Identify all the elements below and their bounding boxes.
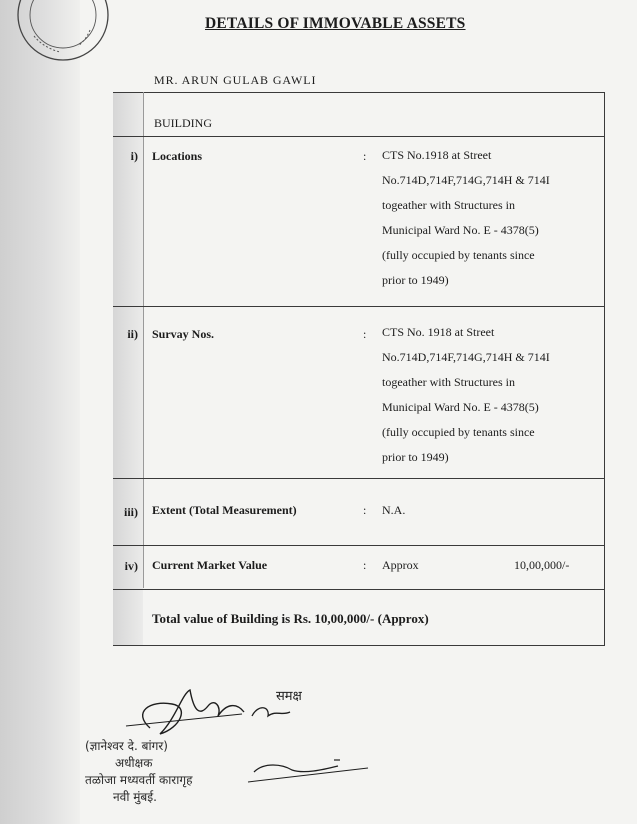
value-line: CTS No.1918 at Street bbox=[382, 148, 492, 162]
row-number: ii) bbox=[127, 327, 138, 341]
value-line: togeather with Structures in bbox=[382, 198, 515, 212]
row-label-locations: Locations bbox=[152, 149, 203, 163]
value-line: prior to 1949) bbox=[382, 273, 449, 287]
total-value: Total value of Building is Rs. 10,00,000/- (Approx) bbox=[152, 611, 429, 626]
row-colon: : bbox=[363, 558, 367, 572]
row-number: iv) bbox=[124, 559, 138, 573]
stamp-top-word: समक्ष bbox=[276, 689, 302, 704]
page-title: DETAILS OF IMMOVABLE ASSETS bbox=[205, 15, 466, 32]
person-name: MR. ARUN GULAB GAWLI bbox=[154, 73, 317, 87]
section-heading: BUILDING bbox=[154, 116, 212, 130]
officer-stamp bbox=[85, 738, 192, 806]
value-line: (fully occupied by tenants since bbox=[382, 425, 535, 439]
stamp-line: अधीक्षक bbox=[115, 756, 153, 770]
row-value-approx: Approx bbox=[382, 558, 419, 572]
row-value-amount: 10,00,000/- bbox=[514, 558, 570, 572]
row-label-survey: Survay Nos. bbox=[152, 327, 215, 341]
row-colon: : bbox=[363, 503, 367, 517]
row-colon: : bbox=[363, 149, 367, 163]
row-colon: : bbox=[363, 327, 367, 341]
value-line: Municipal Ward No. E - 4378(5) bbox=[382, 400, 539, 414]
row-label-extent: Extent (Total Measurement) bbox=[152, 503, 297, 517]
stamp-line: (ज्ञानेश्वर दे. बांगर) bbox=[85, 739, 168, 753]
row-label-market-value: Current Market Value bbox=[152, 558, 268, 572]
row-number: i) bbox=[130, 149, 138, 163]
row-number: iii) bbox=[124, 505, 138, 519]
row-value-extent: N.A. bbox=[382, 503, 406, 517]
value-line: togeather with Structures in bbox=[382, 375, 515, 389]
value-line: Municipal Ward No. E - 4378(5) bbox=[382, 223, 539, 237]
value-line: No.714D,714F,714G,714H & 714I bbox=[382, 173, 550, 187]
stamp-line: नवी मुंबई. bbox=[113, 790, 157, 804]
value-line: prior to 1949) bbox=[382, 450, 449, 464]
value-line: No.714D,714F,714G,714H & 714I bbox=[382, 350, 550, 364]
value-line: CTS No. 1918 at Street bbox=[382, 325, 495, 339]
value-line: (fully occupied by tenants since bbox=[382, 248, 535, 262]
stamp-line: तळोजा मध्यवर्ती कारागृह bbox=[85, 773, 193, 787]
